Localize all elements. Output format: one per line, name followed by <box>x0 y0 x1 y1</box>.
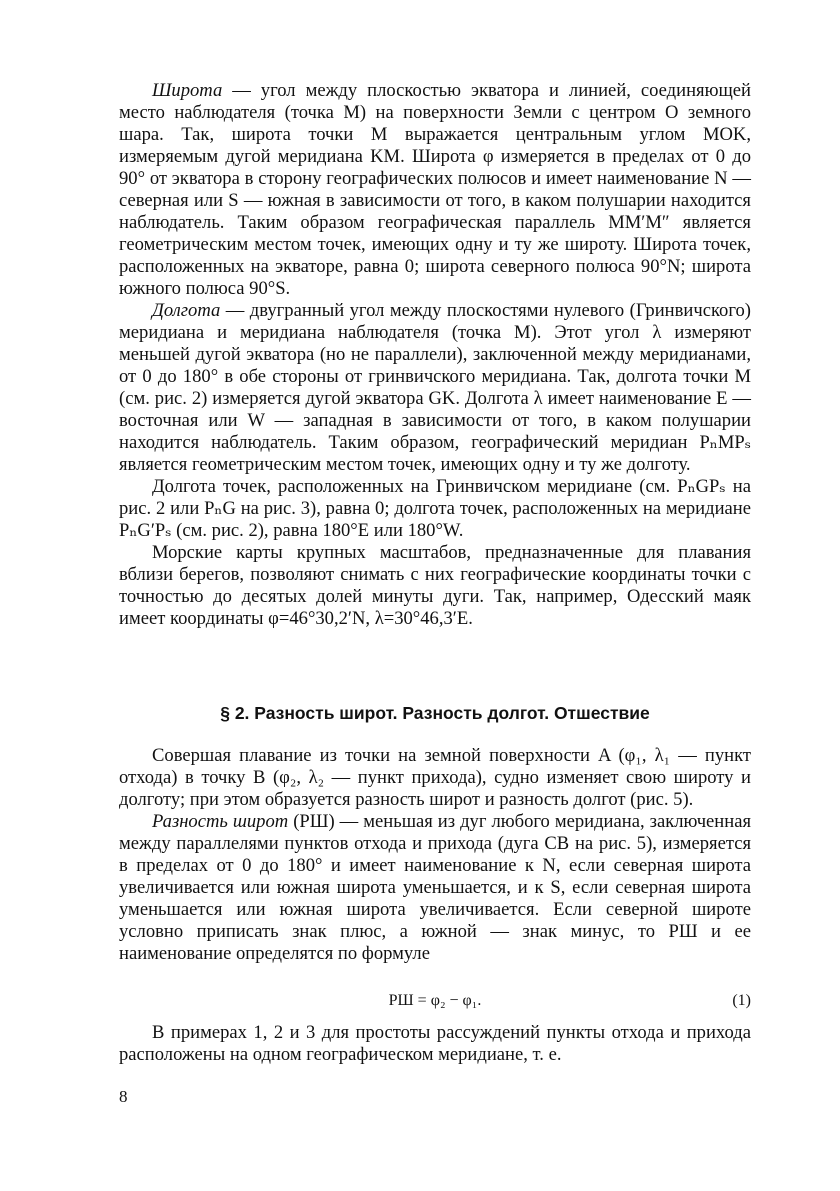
paragraph-latitude <box>119 80 751 300</box>
paragraph-text: Морские карты крупных масштабов, предназначенные для плавания вблизи берегов, позволяют снимать с них географические координаты точки с точностью до десятых долей минуты дуги. Так, например, Одесский маяк имеет координаты φ=46°30,2′N, λ=30°46,3′E. <box>119 542 751 629</box>
paragraph-text: Совершая плавание из точки на земной поверхности A (φ₁, λ₁ — пункт отхода) в точку B (φ₂, λ₂ — пункт прихода), судно изменяет свою широту и долготу; при этом образуется разность широт и разность долгот (рис. 5). <box>119 745 751 810</box>
page-number: 8 <box>119 1087 128 1106</box>
paragraph-text: — двугранный угол между плоскостями нулевого (Гринвичского) меридиана и меридиана наблюдателя (точка M). Этот угол λ измеряют меньшей дугой экватора (но не параллели), заключенной между меридианами, от 0 до 180° в обе стороны от гринвичского меридиана. Так, долгота точки M (см. рис. 2) измеряется дугой экватора GK. Долгота λ имеет наименование E — восточная или W — западная в зависимости от того, в каком полушарии находится наблюдатель. Таким образом, географический меридиан PₙMPₛ является геометрическим местом точек, имеющих одну и ту же долготу. <box>119 300 751 475</box>
paragraph-text: (РШ) — меньшая из дуг любого меридиана, заключенная между параллелями пунктов отхода и прихода (дуга CB на рис. 5), измеряется в пределах от 0 до 180° и имеет наименование к N, если северная широта увеличивается или южная широта уменьшается, и к S, если северная широта уменьшается или южная широта увеличивается. Если северной широте условно приписать знак плюс, а южной — знак минус, то РШ и ее наименование определятся по формуле <box>119 811 751 964</box>
formula-number: (1) <box>732 992 751 1009</box>
paragraph-text: Долгота точек, расположенных на Гринвичском меридиане (см. PₙGPₛ на рис. 2 или PₙG на рис. 3), равна 0; долгота точек, расположенных на меридиане PₙG′Pₛ (см. рис. 2), равна 180°E или 180°W. <box>119 476 751 541</box>
formula-1 <box>119 990 751 1012</box>
term-longitude: Долгота <box>152 300 221 321</box>
paragraph-latitude-difference <box>119 811 751 965</box>
paragraph-examples <box>119 1022 751 1066</box>
paragraph-text: — угол между плоскостью экватора и линией, соединяющей место наблюдателя (точка M) на поверхности Земли с центром O земного шара. Так, широта точки M выражается центральным углом MOK, измеряемым дугой меридиана KM. Широта φ измеряется в пределах от 0 до 90° от экватора в сторону географических полюсов и имеет наименование N — северная или S — южная в зависимости от того, в каком полушарии находится наблюдатель. Таким образом географическая параллель MM′M″ является геометрическим местом точек, имеющих одну и ту же широту. Широта точек, расположенных на экваторе, равна 0; широта северного полюса 90°N; широта южного полюса 90°S. <box>119 80 751 299</box>
paragraph-longitude <box>119 300 751 476</box>
paragraph-greenwich <box>119 476 751 542</box>
term-latitude-difference: Разность широт <box>152 811 289 832</box>
paragraph-charts <box>119 542 751 630</box>
main-text-middle <box>119 745 751 965</box>
main-text-bottom <box>119 1022 751 1066</box>
section-heading: § 2. Разность широт. Разность долгот. Отшествие <box>220 703 650 723</box>
formula-expression: РШ = φ₂ − φ₁. <box>388 992 482 1009</box>
paragraph-text: В примерах 1, 2 и 3 для простоты рассуждений пункты отхода и прихода расположены на одном географическом меридиане, т. е. <box>119 1022 751 1065</box>
paragraph-voyage <box>119 745 751 811</box>
main-text-top <box>119 80 751 630</box>
term-latitude: Широта <box>152 80 223 101</box>
